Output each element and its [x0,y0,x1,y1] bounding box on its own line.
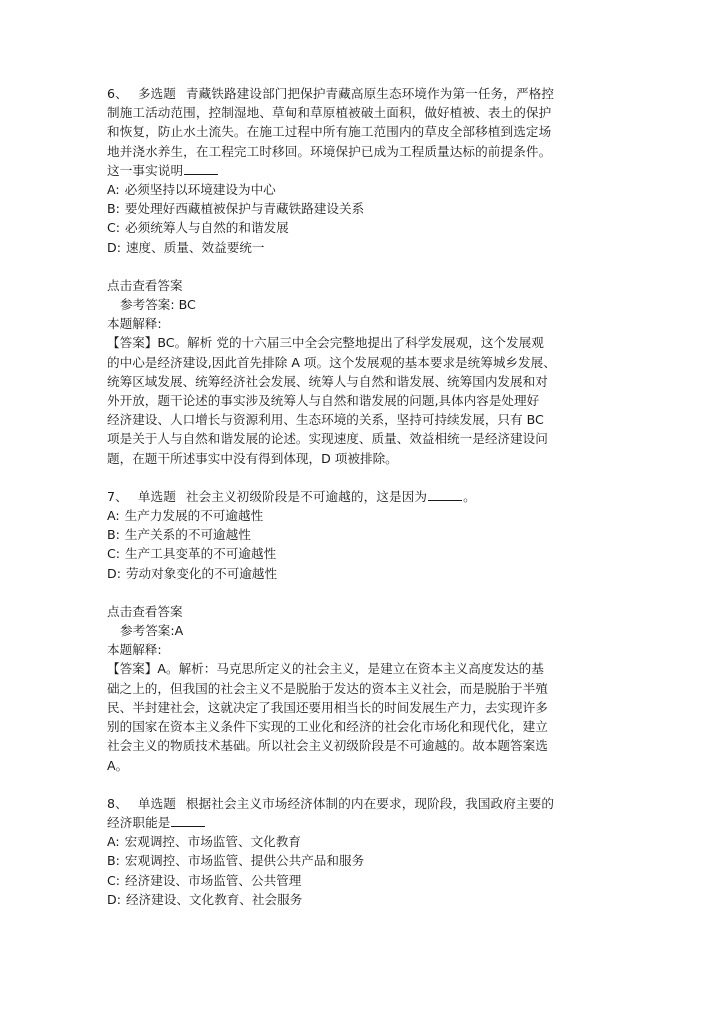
stem-line: 和恢复，防止水土流失。在施工过程中所有施工范围内的草皮全部移植到选定场 [107,124,552,140]
answer-blank [428,488,462,501]
view-answer-link[interactable]: 点击查看答案 [107,603,183,619]
stem-line: 青藏铁路建设部门把保护青藏高原生态环境作为第一任务，严格控 [185,86,555,101]
option-b: B: 要处理好西藏植被保护与青藏铁路建设关系 [107,201,365,217]
question-7 [107,487,617,775]
question-number: 8、 [107,795,128,811]
answer-blank [184,162,218,175]
question-number: 7、 [107,488,128,504]
stem-line: 这一事实说明 [107,162,184,178]
question-8 [107,794,617,909]
question-stem: 7、 单选题 社会主义初级阶段是不可逾越的，这是因为 。 [107,488,476,504]
question-type: 多选题 [137,86,176,101]
option-d: D: 速度、质量、效益要统一 [107,239,265,255]
option-b: B: 生产关系的不可逾越性 [107,527,251,543]
question-type: 单选题 [137,488,176,504]
option-a: A: 生产力发展的不可逾越性 [107,508,264,524]
stem-line: 社会主义初级阶段是不可逾越的，这是因为 [185,488,428,504]
question-stem [107,84,617,180]
question-type: 单选题 [137,795,176,811]
explanation-body: 【答案】BC。解析 党的十六届三中全会完整地提出了科学发展观，这个发展观 的中心是经济建设,因此首先排除 A 项。这个发展观的基本要求是统筹城乡发展、 统筹区域发展、统筹经济社会发展、统筹人与自然和谐发展、统筹国内发展和对 外开放，题干论述的事实涉及统筹人与自然和谐发展的问题,具体内容是处理好 经济建设、人口增长与资源利用、生态环境的关系，坚持可持续发展，只有 BC 项是关于人与自然和谐发展的论述。实现速度、质量、效益相统一是经济建设问 题，在题干所述事实中没有得到体现，D 项被排除。 [107,335,556,466]
explanation-label: 本题解释: [107,642,162,658]
stem-line: 经济职能是 [107,814,171,830]
reference-answer: 参考答案:A [120,623,184,639]
option-a: A: 宏观调控、市场监管、文化教育 [107,834,301,850]
explanation-body: 【答案】A。解析：马克思所定义的社会主义，是建立在资本主义高度发达的基 础之上的，但我国的社会主义不是脱胎于发达的资本主义社会，而是脱胎于半殖 民、半封建社会，这就决定了我国还要用相当长的时间发展生产力，去实现许多 别的国家在资本主义条件下实现的工业化和经济的社会化市场化和现代化，建立 社会主义的物质技术基础。所以社会主义初级阶段是不可逾越的。故本题答案选 A。 [107,661,548,773]
option-c: C: 生产工具变革的不可逾越性 [107,546,277,562]
stem-line: 制施工活动范围，控制湿地、草甸和草原植被破土面积，做好植被、表土的保护 [107,105,552,121]
question-list [107,84,617,909]
question-6 [107,84,617,468]
answer-blank [171,814,205,827]
explanation-label: 本题解释: [107,316,162,332]
stem-line: 根据社会主义市场经济体制的内在要求，现阶段，我国政府主要的 [185,795,555,811]
question-number: 6、 [107,86,128,101]
reference-answer: 参考答案: BC [120,297,196,313]
option-d: D: 经济建设、文化教育、社会服务 [107,891,303,907]
option-c: C: 经济建设、市场监管、公共管理 [107,872,302,888]
option-d: D: 劳动对象变化的不可逾越性 [107,565,278,581]
stem-line: 地并浇水养生，在工程完工时移回。环境保护已成为工程质量达标的前提条件。 [107,143,552,159]
option-a: A: 必须坚持以环境建设为中心 [107,182,276,198]
option-c: C: 必须统筹人与自然的和谐发展 [107,220,289,236]
question-stem [107,794,617,832]
answer-tag: 【答案】 [107,661,158,677]
view-answer-link[interactable]: 点击查看答案 [107,277,183,293]
option-b: B: 宏观调控、市场监管、提供公共产品和服务 [107,853,365,869]
answer-tag: 【答案】 [107,335,158,351]
